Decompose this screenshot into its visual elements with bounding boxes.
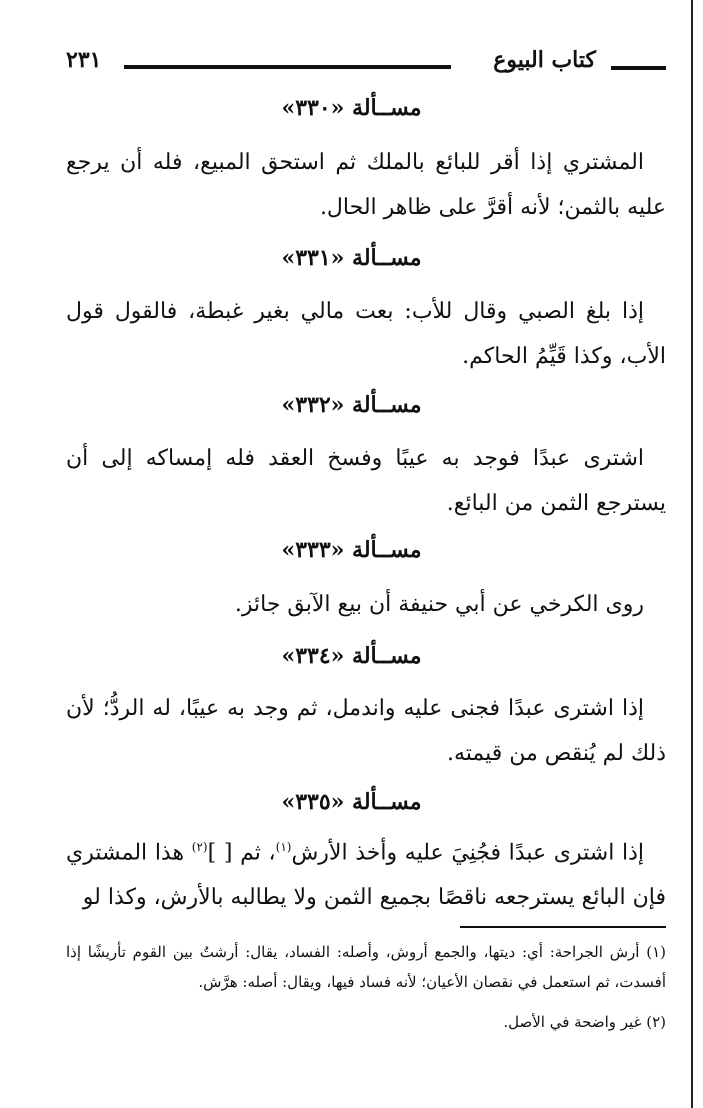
issue-heading: مســألة «٣٣١» [281, 245, 422, 271]
issue-text: روى الكرخي عن أبي حنيفة أن بيع الآبق جائز. [234, 592, 644, 617]
chapter-title: كتاب البيوع [493, 47, 596, 73]
footnote-marker[interactable]: (١) [275, 840, 292, 854]
issue-text: إذا بلغ الصبي وقال للأب: بعت مالي بغير غبطة، فالقول قول الأب، وكذا قَيِّمُ الحاكم. [66, 299, 666, 369]
header-rule [124, 65, 451, 69]
issue-text: اشترى عبدًا فوجد به عيبًا وفسخ العقد فله إمساكه إلى أن يسترجع الثمن من البائع. [66, 446, 666, 516]
footnote-number: (١) [646, 943, 666, 961]
issue-text: إذا اشترى عبدًا فجُنِيَ عليه وأخذ الأرش$^{(١)}$، ثم [ ]$^{(٢)}$ هذا المشتري فإن البائع يسترجعه ناقصًا بجميع الثمن ولا يطالبه بالأرش، وكذا لو [66, 840, 666, 911]
issue-heading: مســألة «٣٣٥» [281, 789, 422, 815]
footnote: (٢) غير واضحة في الأصل. [503, 1013, 666, 1031]
footnote-number: (٢) [646, 1013, 666, 1031]
issue-heading: مســألة «٣٣٠» [281, 95, 422, 121]
issue-text: المشتري إذا أقر للبائع بالملك ثم استحق المبيع، فله أن يرجع عليه بالثمن؛ لأنه أقرَّ على ظاهر الحال. [66, 150, 666, 220]
footnote-separator [460, 926, 666, 928]
footnote: (١) أرش الجراحة: أي: ديتها، والجمع أروش، وأصله: الفساد، يقال: أرشتُ بين القوم تأريشًا إذا أفسدت، ثم استعمل في نقصان الأعيان؛ لأنه فساد فيها، ويقال: أصله: هرَّش. [66, 943, 666, 991]
issue-heading: مســألة «٣٣٤» [281, 643, 422, 669]
running-header [66, 47, 666, 87]
issue-heading: مســألة «٣٣٢» [281, 392, 422, 418]
footnote-marker[interactable]: (٢) [191, 840, 208, 854]
header-dash [611, 66, 666, 70]
issue-heading: مســألة «٣٣٣» [281, 537, 422, 563]
issue-text: إذا اشترى عبدًا فجنى عليه واندمل، ثم وجد به عيبًا، له الردُّ؛ لأن ذلك لم يُنقص من قيمته. [66, 696, 666, 766]
page-number: ٢٣١ [66, 47, 102, 73]
